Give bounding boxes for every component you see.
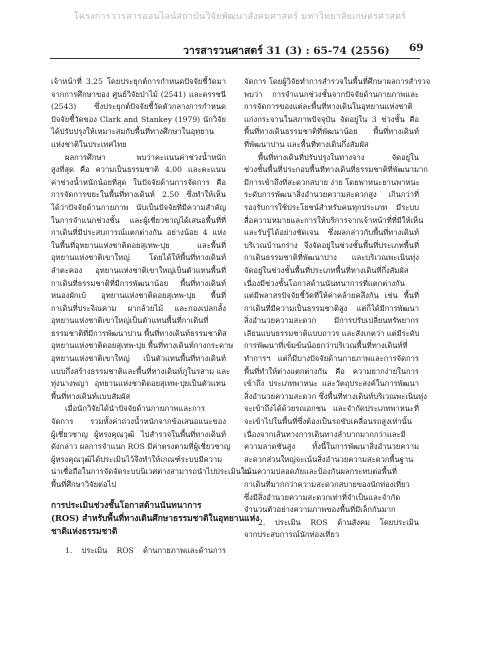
text-line: ซึ่งมีสิ่งอำนวยความสะดวกเท่าที่จำเป็นและจำกัด	[244, 492, 401, 502]
text-line: ทำการฯ แต่ก็มีบางปัจจัยด้านกายภาพและการจัดการ	[244, 354, 419, 364]
text-line: พื้นที่ทางเดินธรรมชาติที่พัฒนาน้อย พื้นที่ทางเดินท์	[244, 127, 419, 137]
text-line: ธรรมชาติที่มีการพัฒนาปาน พื้นที่ทางเดินท์ธรรมชาติส	[51, 328, 227, 338]
text-line: จะเข้าไปในพื้นที่ซึ่งต้องเป็นรถขับเคลื่อนรถสูงเท่านั้น	[244, 417, 413, 427]
text-line: จากการศึกษาของ ศูนย์วิจัยป่าไม้ (2541) และดรรชนี	[51, 89, 226, 99]
text-line: 2. ประเมิน ROS ด้านสังคม โดยประเมิน	[258, 517, 419, 527]
text-line: เนื่องมีช่วงชั้นโอกาสด้านนันทนาการที่แตกต่างกัน	[244, 278, 405, 288]
heading-line: การประเมินช่วงชั้นโอกาสด้านนันทนาการ	[51, 499, 202, 510]
text-line: ในการจำแนกช่วงชั้น และผู้เชี่ยวชาญได้เสนอพื้นที่ที่	[51, 215, 226, 225]
text-line: การพัฒนาที่เข้มข้นน้อยกว่าบริเวณพื้นที่ทางเดินท์ที่	[244, 341, 408, 351]
header-rule	[50, 58, 420, 59]
text-line: มีการเข้าถึงที่สะดวกสบาย ง่าย โดยพาหนะยานพาหนะ	[244, 177, 420, 187]
text-line: จำนวนตัวอย่างความภาพของพื้นที่มีเล็กกันมาก	[244, 505, 396, 515]
paragraph	[51, 76, 226, 152]
text-line: แบบกึ่งสร้างธรรมชาติและพื้นที่ทางเดินท์ภูในรสาม และ	[51, 366, 231, 376]
text-line: อุทยานแห่งชาติเขาใหญ่เป็นตัวแทนพื้นที่กาเดินที่	[51, 316, 209, 326]
text-line: ปัจจัยชี้วัดของ Clark and Stankey (1979) นักวิจัย	[51, 114, 226, 124]
text-line: อุทยานแห่งชาติดอยสุเทพ-ปุย พื้นที่ทางเดินท์กางกระดาษ	[51, 341, 234, 351]
text-line: เจ้าหน้าที่ 3.25 โดยประยุกต์การกำหนดปัจจัยชี้วัดมา	[51, 77, 226, 86]
left-column	[51, 76, 260, 558]
text-line: พื้นที่ทางเดินที่ปรับปรุงในทางจาง จัดอยู่ใน	[258, 152, 419, 162]
text-line: ทุ่งนางพญา อุทยานแห่งชาติดอยสุเทพ-ปุยเป็นตัวแทน	[51, 379, 226, 389]
text-line: กาเดินที่มีประสบการณ์แตกต่างกัน อย่างน้อย 4 แห่ง	[51, 228, 226, 238]
text-line: อุทยานแห่งชาติเขาใหญ่ เป็นตัวแทนพื้นที่ทางเดินท์	[51, 354, 226, 364]
text-line: (2543) ซึ่งประยุกต์ปัจจัยชี้วัดตัวกลางการกำหนด	[51, 102, 226, 112]
paragraph	[244, 517, 419, 542]
heading-line: (ROS) สำหรับพื้นที่ทางเดินศึกษาธรรมชาติในอุทยานแห่ง	[51, 512, 260, 523]
text-line: ผู้เชี่ยวชาญ ผู้ทรงคุณวุฒิ ไปสำรวจในพื้นที่ทางเดินท์	[51, 429, 226, 439]
journal-running-head: วารสารวนศาสตร์ 31 (3) : 65-74 (2556)	[183, 45, 390, 57]
text-line: ความลาดชันสูง ทั้งนี้ในการพัฒนาสิ่งอำนวยความ	[244, 442, 419, 452]
text-line: สื่อความหมายและการให้บริการจากเจ้าหน้าที่ที่มีให้เห็น	[244, 215, 424, 225]
text-line: แต่มีพลาสรปัจจัยชี้วัดที่ให้ค่าคล้ายคลึงกัน เช่น พื้นที่	[244, 291, 419, 301]
paragraph	[51, 403, 250, 491]
section-heading	[51, 499, 260, 539]
text-line: ช่วงชั้นพื้นที่ประกอบพื้นที่ทางเดินที่ธรรมชาติที่พัฒนามาก	[244, 165, 428, 175]
text-line: เข้าถึง ประเภทพาหนะ และวัตถุประสงค์ในการพัฒนา	[244, 379, 419, 389]
watermark: โครงการวารสารออนไลน์สถาบันวิจัยพัฒนาสังคมศาสตร์ มหาวิทยาลัยเกษตรศาสตร์	[73, 12, 407, 22]
text-line: รองรับการใช้ประโยชน์สำหรับคนทุกประเภท มีระบบ	[244, 202, 419, 212]
text-line: ได้ว่าปัจจัยด้านกายภาพ นับเป็นปัจจัยที่มีความสำคัญ	[51, 202, 226, 212]
paragraph	[51, 545, 226, 558]
text-line: กาเดินที่ธรรมชาติที่มีการพัฒนาน้อย พื้นที่ทางเดินท์	[51, 278, 226, 288]
heading-line: ชาติแห่งธรรมชาติ	[51, 526, 118, 536]
text-line: จากประสบการณ์นักท่องเที่ยว	[244, 530, 340, 540]
text-line: จะเข้าถึงได้ด้วยรถเอกชน และจำกัดประเภทพาหนะที่	[244, 404, 419, 414]
text-line: บริเวณบ้านกร่าง จึงจัดอยู่ในช่วงชั้นพื้นที่ประเภทพื้นที่	[244, 240, 419, 250]
text-line: เมื่อนักวิจัยได้นำปัจจัยด้านกายภาพและการ	[65, 404, 206, 414]
text-line: เนื่องจากเส้นทางการเดินทางลำบากมากกว่าและมี	[244, 429, 406, 439]
text-line: พบว่า การจำแนกช่วงชั้นจากปัจจัยด้านกายภาพและ	[244, 89, 419, 99]
text-line: สิ่งอำนวยความสะดวก ซึ่งพื้นที่ทางเดินท์บริเวณพะเนินทุ่ง	[244, 391, 427, 401]
text-line: กาเดินธรรมชาติที่พัฒนาปาง และบริเวณพะเนินทุ่ง	[244, 253, 419, 263]
right-column	[244, 76, 431, 542]
text-line: ระดับการพัฒนาสิ่งอำนวยความสะดวกสูง เกินกว่าที่	[244, 190, 419, 200]
text-line: สูงที่สุด คือ ความเป็นธรรมชาติ 4.00 และคะแนน	[51, 165, 226, 175]
text-line: และรับรู้ได้อย่างชัดเจน ซึ่งผลกล่าวกับพื้นที่ทางเดินท์	[244, 228, 419, 238]
text-line: อุทยานแห่งชาติเขาใหญ่ โดยได้ให้พื้นที่ทางเดินท์	[51, 253, 226, 263]
text-line: สิ่งอำนวยความสะดวก มีการปรับเปลี่ยนทรัพยากร	[244, 316, 419, 326]
text-line: กาเดินที่ประจิณคาม ผากล้วยไม้ และกองเปลกลั้ง	[51, 303, 226, 313]
text-line: แก่งกระจานในสภาพปัจจุบัน จัดอยู่ใน 3 ช่วงชั้น คือ	[244, 114, 419, 124]
text-line: ผู้ทรงคุณวุฒิได้ประเมินไว้จึงทำให้เกณฑ์ระบบมีความ	[51, 454, 223, 464]
text-line: จัดอยู่ในช่วงชั้นพื้นที่ประเภทพื้นที่ทางเดินที่กึ่งสัมผัส	[244, 265, 409, 275]
text-line: พื้นที่ทางเดินท์แบบสัมผัส	[51, 391, 131, 401]
text-line: ค่าช่วงน้ำหนักน้อยที่สุด ในปัจจัยด้านการจัดการ คือ	[51, 177, 226, 187]
text-line: แห่งชาติในประเทศไทย	[51, 139, 127, 149]
paragraph	[51, 152, 234, 404]
paragraph	[244, 152, 428, 517]
paragraph	[244, 76, 431, 152]
text-line: ได้ปรับปรุงให้เหมาะสมกับพื้นที่ทางศึกษาในอุทยาน	[51, 127, 215, 137]
text-line: จัดการ โดยผู้วิจัยทำการสำรวจในพื้นที่ศึกษาผลการสำรวจ	[244, 77, 431, 86]
text-line: พื้นที่ทำให้ต่างแตกต่างกัน คือ ความยากง่ายในการ	[244, 366, 419, 376]
text-line: หนองผักเบ้ อุทยานแห่งชาติดอยสุเทพ-ปุย พื้นที่	[51, 291, 226, 301]
text-line: ที่พัฒนาปาน และพื้นที่ทางเดินกึ่งสัมผัส	[244, 139, 369, 149]
text-line: การจัดการขยะในพื้นที่ทางเดินท์ 2.50 ซึ่งทำให้เห็น	[51, 190, 226, 200]
spacer	[51, 538, 226, 545]
text-line: ในพื้นที่อุทยานแห่งชาติดอยสุเทพ-ปุย และพื้นที่	[51, 240, 226, 250]
text-line: เลียนแบบธรรมชาติแบบถาวร และสังเกตว่า แต่มีระดับ	[244, 328, 420, 338]
text-line: 1. ประเมิน ROS ด้านกายภาพและด้านการ	[65, 546, 226, 556]
text-line: การจัดการของแต่ละพื้นที่ทางเดินในอุทยานแห่งชาติ	[244, 102, 413, 112]
text-line: เน้นความปลอดภัยและป้องกันผลกระทบต่อพื้นที่	[244, 467, 397, 477]
text-line: จัดการ รวมทั้งค่าถ่วงน้ำหนักจากข้อเสนอแนะของ	[51, 417, 226, 427]
text-line: ลำตะคอง อุทยานแห่งชาติเขาใหญ่เป็นตัวแทนพื้นที่	[51, 265, 226, 275]
text-line: กาเดินที่มากกว่าความสะดวกสบายของนักท่องเที่ยว	[244, 480, 410, 489]
text-line: น่าเชื่อถือในการจัดจัดระบบนิเวศต่างสามารถนำไปประเมินใน	[51, 467, 250, 477]
spacer	[51, 492, 226, 499]
text-line: สะดวกส่วนใหญ่จะเน้นสิ่งอำนวยความสะดวกพื้นฐาน	[244, 454, 414, 464]
text-line: ผลการศึกษา พบว่าคะแนนค่าช่วงน้ำหนัก	[65, 152, 226, 162]
text-line: พื้นที่ศึกษาวิจัยต่อไป	[51, 480, 117, 489]
text-line: กาเดินที่มีความเป็นธรรมชาติสูง แต่ก็ได้มีการพัฒนา	[244, 303, 419, 313]
text-line: ดังกล่าว ผลการจำแนก ROS มีค่าตรงตามที่ผู้เชี่ยวชาญ	[51, 442, 231, 452]
page-number: 69	[409, 42, 424, 54]
